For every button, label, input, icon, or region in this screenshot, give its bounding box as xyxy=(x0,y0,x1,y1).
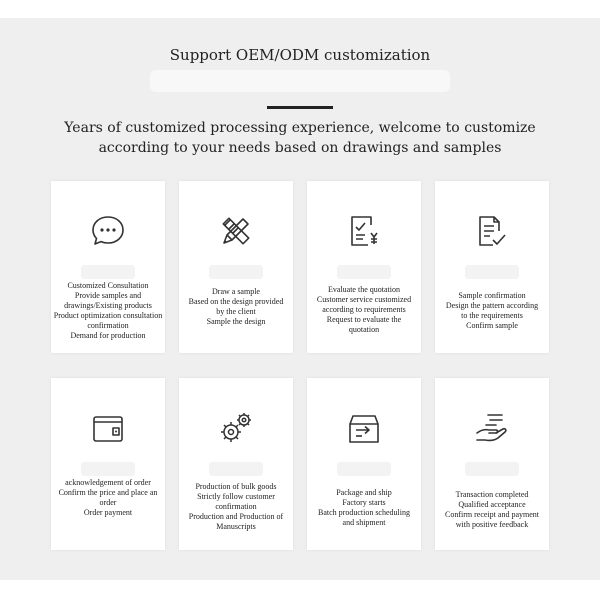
step-line: Factory starts xyxy=(342,498,386,507)
step-card-consultation xyxy=(51,181,165,353)
step-card-sample-confirmation xyxy=(435,181,549,353)
step-description xyxy=(309,488,419,528)
step-card-draw-sample xyxy=(179,181,293,353)
step-line: Sample the design xyxy=(206,317,266,326)
step-line: Qualified acceptance xyxy=(458,500,526,509)
step-line: Package and ship xyxy=(336,488,392,497)
step-line: confirmation xyxy=(215,502,257,511)
step-line: Transaction completed xyxy=(455,490,529,499)
faded-subheading xyxy=(150,70,450,92)
step-line: Draw a sample xyxy=(212,287,260,296)
step-description xyxy=(181,287,291,327)
step-description xyxy=(437,291,547,331)
subtitle-line-2: according to your needs based on drawings and samples xyxy=(98,140,502,156)
step-line: Confirm receipt and payment xyxy=(445,510,539,519)
step-line: Design the pattern according xyxy=(445,301,539,310)
step-line: Confirm the price and place an xyxy=(58,488,158,497)
step-description xyxy=(309,285,419,335)
card-faded-title xyxy=(209,462,263,476)
step-line: Customized Consultation xyxy=(67,281,149,290)
step-line: Evaluate the quotation xyxy=(328,285,400,294)
document-check-icon xyxy=(472,211,512,251)
step-line: confirmation xyxy=(87,321,129,330)
step-line: Provide samples and xyxy=(74,291,142,300)
step-line: order xyxy=(99,498,117,507)
step-description xyxy=(53,281,163,341)
step-line: Batch production scheduling xyxy=(318,508,410,517)
card-faded-title xyxy=(337,265,391,279)
quotation-document-icon xyxy=(344,211,384,251)
page-title: Support OEM/ODM customization xyxy=(169,46,431,64)
step-line: Confirm sample xyxy=(466,321,518,330)
page-subtitle xyxy=(40,118,560,158)
gears-icon xyxy=(216,408,256,448)
step-line: Request to evaluate the xyxy=(326,315,402,324)
step-line: by the client xyxy=(216,307,256,316)
step-line: Based on the design provided xyxy=(188,297,284,306)
card-faded-title xyxy=(465,265,519,279)
step-line: drawings/Existing products xyxy=(64,301,152,310)
card-faded-title xyxy=(81,265,135,279)
step-line: and shipment xyxy=(342,518,386,527)
step-line: Production of bulk goods xyxy=(195,482,277,491)
step-line: acknowledgement of order xyxy=(65,478,151,487)
step-line: according to requirements xyxy=(322,305,406,314)
step-description xyxy=(181,482,291,532)
step-line: to the requirements xyxy=(461,311,523,320)
step-line: Sample confirmation xyxy=(458,291,526,300)
step-line: quotation xyxy=(348,325,380,334)
title-divider xyxy=(267,106,333,109)
package-box-icon xyxy=(344,408,384,448)
card-faded-title xyxy=(209,265,263,279)
step-card-order-acknowledgement xyxy=(51,378,165,550)
step-card-transaction-completed xyxy=(435,378,549,550)
step-line: Strictly follow customer xyxy=(197,492,275,501)
step-description xyxy=(437,490,547,530)
chat-bubble-icon xyxy=(88,211,128,251)
step-card-package-ship xyxy=(307,378,421,550)
step-card-quotation xyxy=(307,181,421,353)
step-line: Product optimization consultation xyxy=(53,311,163,320)
step-line: Demand for production xyxy=(70,331,146,340)
hand-payment-icon xyxy=(472,408,512,448)
card-faded-title xyxy=(81,462,135,476)
step-line: Customer service customized xyxy=(316,295,412,304)
card-faded-title xyxy=(465,462,519,476)
step-card-bulk-production xyxy=(179,378,293,550)
step-line: Order payment xyxy=(83,508,133,517)
step-line: Manuscripts xyxy=(216,522,256,531)
step-line: Production and Production of xyxy=(188,512,284,521)
card-faded-title xyxy=(337,462,391,476)
wallet-icon xyxy=(88,408,128,448)
subtitle-line-1: Years of customized processing experience, welcome to customize xyxy=(64,120,536,136)
pencil-ruler-icon xyxy=(216,211,256,251)
step-line: with positive feedback xyxy=(455,520,529,529)
step-description xyxy=(53,478,163,518)
